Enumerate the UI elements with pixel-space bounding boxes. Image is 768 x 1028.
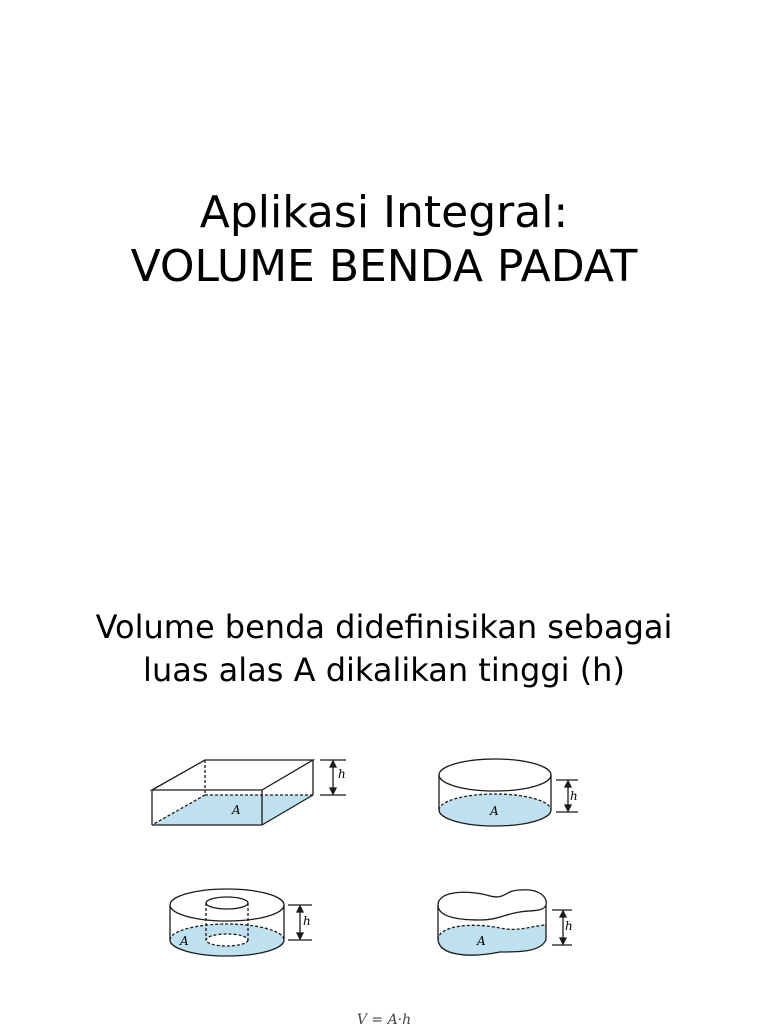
hollow-cylinder-solid (170, 889, 312, 956)
hollow-height-label: h (303, 914, 311, 928)
irregular-base-label: A (477, 934, 486, 948)
box-base-label: A (232, 803, 241, 817)
definition-line-1: Volume benda didefinisikan sebagai (95, 608, 673, 646)
irregular-height-label: h (565, 919, 573, 933)
title-line-1: Aplikasi Integral: (199, 187, 569, 238)
volume-formula-caption: V = A·h (356, 1012, 412, 1028)
cylinder-solid (439, 759, 578, 826)
hollow-base-label: A (180, 934, 189, 948)
definition-line-2: luas alas A dikalikan tinggi (h) (143, 651, 625, 689)
cylinder-base-label: A (490, 804, 499, 818)
box-solid (152, 760, 346, 825)
irregular-solid (438, 890, 572, 955)
title-line-2: VOLUME BENDA PADAT (130, 241, 638, 292)
box-height-label: h (338, 767, 346, 781)
cylinder-height-label: h (570, 789, 578, 803)
